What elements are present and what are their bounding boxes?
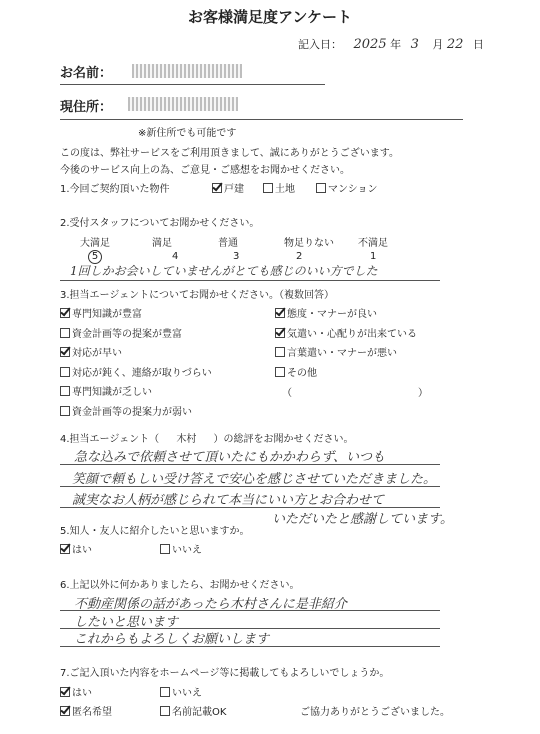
entry-day-unit: 日 [472,38,484,51]
q3-option-lacking[interactable]: 専門知識が乏しい [60,383,152,398]
q6-question: 6.上記以外に何かありましたら、お聞かせください。 [60,580,300,591]
q5-checkbox-yes[interactable] [60,544,70,554]
survey-title: お客様満足度アンケート [187,8,353,26]
q4-question: 4.担当エージェント（ 木村 ）の総評をお聞かせください。 [60,434,354,445]
q4-underline-2 [60,486,440,487]
q2-question: 2.受付スタッフについてお聞かせください。 [60,218,260,229]
q4-line-3: 誠実なお人柄が感じられて本当にいい方とお合わせて [72,493,385,508]
q4-underline-1 [60,464,440,465]
entry-month: 3 [410,37,419,52]
q3-checkbox-considerate[interactable] [275,328,285,338]
q3-option-funding-weak[interactable]: 資金計画等の提案力が弱い [60,403,192,418]
q6-line-1: 不動産関係の話があったら木村さんに是非紹介 [74,597,347,612]
q7-option-name-ok[interactable]: 名前記載OK [160,703,226,718]
q4-line-1: 急な込みで依頼させて頂いたにもかかわらず、いつも [74,450,385,465]
q2-scale-value-4[interactable]: 4 [172,251,179,262]
entry-month-unit: 月 [432,38,444,51]
q3-other-close: ） [418,388,428,399]
q6-line-3: これからもよろしくお願いします [74,632,270,647]
q3-option-other[interactable]: その他 [275,364,317,379]
q4-line-4: いただいたと感謝しています。 [272,512,453,527]
q2-scale-label-4: 物足りない [284,238,334,249]
q3-option-quick[interactable]: 対応が早い [60,344,122,359]
q3-checkbox-funding-weak[interactable] [60,406,70,416]
q3-checkbox-quick[interactable] [60,347,70,357]
intro-line-1: この度は、弊社サービスをご利用頂きまして、誠にありがとうございます。 [60,148,399,159]
entry-day: 22 [446,37,464,52]
q2-scale-label-2: 満足 [152,238,172,249]
q7-option-yes[interactable]: はい [60,684,92,699]
q1-question: 1.今回ご契約頂いた物件 [60,184,170,195]
q2-scale-label-1: 大満足 [80,238,110,249]
q3-checkbox-funding-rich[interactable] [60,328,70,338]
q6-line-2: したいと思います [74,615,179,630]
entry-date-prefix: 記入日： [298,38,342,51]
q3-option-manner-bad[interactable]: 言葉遣い・マナーが悪い [275,344,397,359]
q2-comment: 1回しかお会いしていませんがとても感じのいい方でした [70,264,378,278]
q1-checkbox-mansion[interactable] [316,183,326,193]
q3-checkbox-expert[interactable] [60,308,70,318]
q3-checkbox-manner-bad[interactable] [275,347,285,357]
name-underline [60,84,325,85]
q7-option-no[interactable]: いいえ [160,684,202,699]
q1-checkbox-detached[interactable] [212,183,222,193]
q2-scale-label-5: 不満足 [358,238,388,249]
name-label: お名前： [60,66,113,81]
q3-option-considerate[interactable]: 気遣い・心配りが出来ている [275,325,417,340]
q7-checkbox-name-ok[interactable] [160,706,170,716]
thanks-message: ご協力ありがとうございました。 [300,707,450,718]
q3-checkbox-other[interactable] [275,367,285,377]
address-note: ※新住所でも可能です [138,128,237,139]
q5-checkbox-no[interactable] [160,544,170,554]
q7-checkbox-yes[interactable] [60,687,70,697]
q7-checkbox-no[interactable] [160,687,170,697]
q2-scale-value-5[interactable]: 5 [88,250,102,264]
q7-checkbox-anonymous[interactable] [60,706,70,716]
entry-year-unit: 年 [390,38,402,51]
q3-checkbox-slow[interactable] [60,367,70,377]
q1-option-detached[interactable]: 戸建 [212,180,244,195]
q5-option-yes[interactable]: はい [60,541,92,556]
q7-option-anonymous[interactable]: 匿名希望 [60,703,112,718]
q2-scale-value-2[interactable]: 2 [296,251,303,262]
q4-agent-name: 木村 [176,434,197,445]
q3-option-manner-good[interactable]: 態度・マナーが良い [275,305,377,320]
q2-scale-value-1[interactable]: 1 [370,251,377,262]
q3-question: 3.担当エージェントについてお聞かせください。（複数回答） [60,290,334,301]
q1-option-land[interactable]: 土地 [263,180,295,195]
q3-option-expert[interactable]: 専門知識が豊富 [60,305,142,320]
entry-date [298,36,484,52]
q3-other-open: （ [282,388,292,399]
q2-scale-value-3[interactable]: 3 [233,251,240,262]
address-label: 現住所： [60,100,113,115]
intro-line-2: 今後のサービス向上の為、ご意見・ご感想をお聞かせください。 [60,165,350,176]
q4-line-2: 笑顔で頼もしい受け答えで安心を感じさせていただきました。 [72,472,437,487]
q7-question: 7.ご記入頂いた内容をホームページ等に掲載してもよろしいでしょうか。 [60,668,390,679]
q3-checkbox-lacking[interactable] [60,386,70,396]
q6-underline-3 [60,646,440,647]
q3-checkbox-manner-good[interactable] [275,308,285,318]
address-underline [60,119,463,120]
q1-checkbox-land[interactable] [263,183,273,193]
name-redacted [132,64,242,78]
entry-year: 2025 [353,37,387,52]
q2-comment-underline [60,280,440,281]
q2-scale-label-3: 普通 [218,238,238,249]
q5-option-no[interactable]: いいえ [160,541,202,556]
address-redacted [128,97,238,111]
q3-option-slow[interactable]: 対応が鈍く、連絡が取りづらい [60,364,212,379]
q1-option-mansion[interactable]: マンション [316,180,378,195]
q3-option-funding-rich[interactable]: 資金計画等の提案が豊富 [60,325,182,340]
q5-question: 5.知人・友人に紹介したいと思いますか。 [60,526,250,537]
